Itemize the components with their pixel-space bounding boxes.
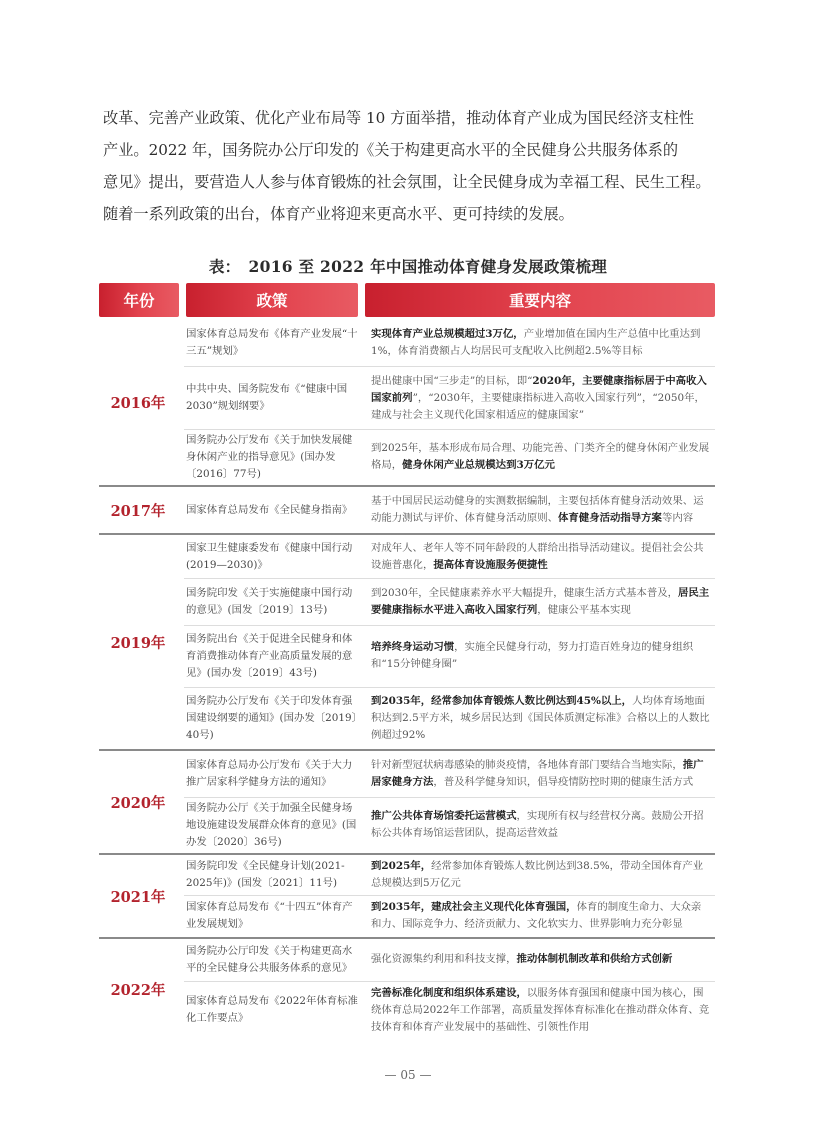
content-cell: 到2035年，建成社会主义现代化体育强国，体育的制度生命力、大众亲和力、国际竞争力、经济贡献力、文化软实力、世界影响力充分彰显 xyxy=(371,901,702,931)
table-header xyxy=(99,283,715,317)
year-label: 2016年 xyxy=(110,394,166,412)
content-cell: 对成年人、老年人等不同年龄段的人群给出指导活动建议。提倡社会公共设施普惠化，提高体育设施服务便捷性 xyxy=(371,541,704,571)
table-row xyxy=(184,535,715,578)
year-label: 2021年 xyxy=(110,888,166,906)
year-group-2020 xyxy=(99,751,715,855)
intro-line: 随着一系列政策的出台，体育产业将迎来更高水平、更可持续的发展。 xyxy=(103,205,574,223)
intro-line: 意见》提出，要营造人人参与体育锻炼的社会氛围，让全民健身成为幸福工程、民生工程。 xyxy=(103,173,711,191)
header-content: 重要内容 xyxy=(365,283,715,317)
table-row xyxy=(184,687,715,749)
year-label: 2022年 xyxy=(110,981,166,999)
year-group-2017 xyxy=(99,487,715,535)
policy-cell: 国家卫生健康委发布《健康中国行动(2019—2030)》 xyxy=(186,541,353,571)
policy-cell: 国家体育总局发布《“十四五”体育产业发展规划》 xyxy=(186,901,353,931)
table-row xyxy=(184,625,715,687)
year-label: 2017年 xyxy=(110,502,166,520)
table-row xyxy=(184,578,715,624)
intro-line: 产业。2022 年，国务院办公厅印发的《关于构建更高水平的全民健身公共服务体系的 xyxy=(103,141,679,159)
content-cell: 提出健康中国“三步走”的目标，即“2020年，主要健康指标居于中高收入国家前列”，“2030年，主要健康指标进入高收入国家行列”，“2050年，建成与社会主义现代化国家相适应的健康国家” xyxy=(371,374,707,421)
table-row xyxy=(184,319,715,366)
table-row xyxy=(184,855,715,895)
content-cell: 实现体育产业总规模超过3万亿，产业增加值在国内生产总值中比重达到1%，体育消费额占人均居民可支配收入比例超2.5%等目标 xyxy=(371,327,701,357)
policy-cell: 国务院办公厅《关于加强全民健身场地设施建设发展群众体育的意见》(国办发〔2020〕36号) xyxy=(186,801,357,848)
table-row xyxy=(184,487,715,533)
content-cell: 强化资源集约利用和科技支撑，推动体制机制改革和供给方式创新 xyxy=(371,953,673,966)
table-row xyxy=(184,939,715,981)
year-group-2016 xyxy=(99,319,715,487)
page-number: — 05 — xyxy=(384,1068,432,1082)
policy-cell: 国务院出台《关于促进全民健身和体育消费推动体育产业高质量发展的意见》(国办发〔2019〕43号) xyxy=(186,632,353,679)
table-row xyxy=(184,751,715,797)
content-cell: 到2030年，全民健康素养水平大幅提升，健康生活方式基本普及，居民主要健康指标水平进入高收入国家行列，健康公平基本实现 xyxy=(371,587,710,617)
policy-cell: 国务院办公厅印发《关于构建更高水平的全民健身公共服务体系的意见》 xyxy=(186,944,353,974)
year-group-2021 xyxy=(99,855,715,939)
content-cell: 针对新型冠状病毒感染的肺炎疫情，各地体育部门要结合当地实际，推广居家健身方法，普及科学健身知识，倡导疫情防控时期的健康生活方式 xyxy=(371,758,704,788)
policy-cell: 国家体育总局办公厅发布《关于大力推广居家科学健身方法的通知》 xyxy=(186,758,353,788)
table-row xyxy=(184,429,715,485)
table-row xyxy=(184,895,715,937)
content-cell: 培养终身运动习惯，实施全民健身行动，努力打造百姓身边的健身组织和“15分钟健身圈” xyxy=(371,641,694,671)
table-row xyxy=(184,366,715,428)
policy-cell: 国家体育总局发布《2022年体育标准化工作要点》 xyxy=(186,995,358,1025)
year-label: 2020年 xyxy=(110,794,166,812)
policy-cell: 国务院办公厅发布《关于印发体育强国建设纲要的通知》(国办发〔2019〕40号) xyxy=(186,694,357,741)
policy-cell: 国家体育总局发布《全民健身指南》 xyxy=(186,503,353,516)
policy-table xyxy=(99,283,715,1039)
table-title: 表： 2016 至 2022 年中国推动体育健身发展政策梳理 xyxy=(208,257,608,276)
policy-cell: 国务院印发《全民健身计划(2021-2025年)》(国发〔2021〕11号) xyxy=(186,859,345,889)
header-year: 年份 xyxy=(99,283,179,317)
policy-cell: 中共中央、国务院发布《“健康中国2030”规划纲要》 xyxy=(186,383,348,413)
policy-cell: 国家体育总局发布《体育产业发展“十三五”规划》 xyxy=(186,327,358,357)
year-group-2019 xyxy=(99,535,715,751)
content-cell: 完善标准化制度和组织体系建设，以服务体育强国和健康中国为核心，围绕体育总局2022年工作部署，高质量发挥体育标准化在推动群众体育、竞技体育和体育产业发展中的基础性、引领性作用 xyxy=(371,986,710,1033)
intro-paragraph xyxy=(103,102,713,230)
content-cell: 到2025年，经常参加体育锻炼人数比例达到38.5%，带动全国体育产业总规模达到5万亿元 xyxy=(371,859,704,889)
year-label: 2019年 xyxy=(110,634,166,652)
header-policy: 政策 xyxy=(186,283,358,317)
content-cell: 到2035年，经常参加体育锻炼人数比例达到45%以上，人均体育场地面积达到2.5平方米，城乡居民达到《国民体质测定标准》合格以上的人数比例超过92% xyxy=(371,694,710,741)
table-row xyxy=(184,797,715,853)
policy-cell: 国务院印发《关于实施健康中国行动的意见》(国发〔2019〕13号) xyxy=(186,587,353,617)
table-row xyxy=(184,981,715,1039)
year-group-2022 xyxy=(99,939,715,1039)
content-cell: 基于中国居民运动健身的实测数据编制，主要包括体育健身活动效果、运动能力测试与评价、体育健身活动原则、体育健身活动指导方案等内容 xyxy=(371,495,704,524)
intro-line: 改革、完善产业政策、优化产业布局等 10 方面举措，推动体育产业成为国民经济支柱性 xyxy=(103,109,694,127)
content-cell: 到2025年，基本形成布局合理、功能完善、门类齐全的健身休闲产业发展格局，健身休闲产业总规模达到3万亿元 xyxy=(371,442,710,472)
content-cell: 推广公共体育场馆委托运营模式，实现所有权与经营权分离。鼓励公开招标公共体育场馆运营团队，提高运营效益 xyxy=(371,810,704,840)
policy-cell: 国务院办公厅发布《关于加快发展健身休闲产业的指导意见》(国办发〔2016〕77号) xyxy=(186,433,353,480)
